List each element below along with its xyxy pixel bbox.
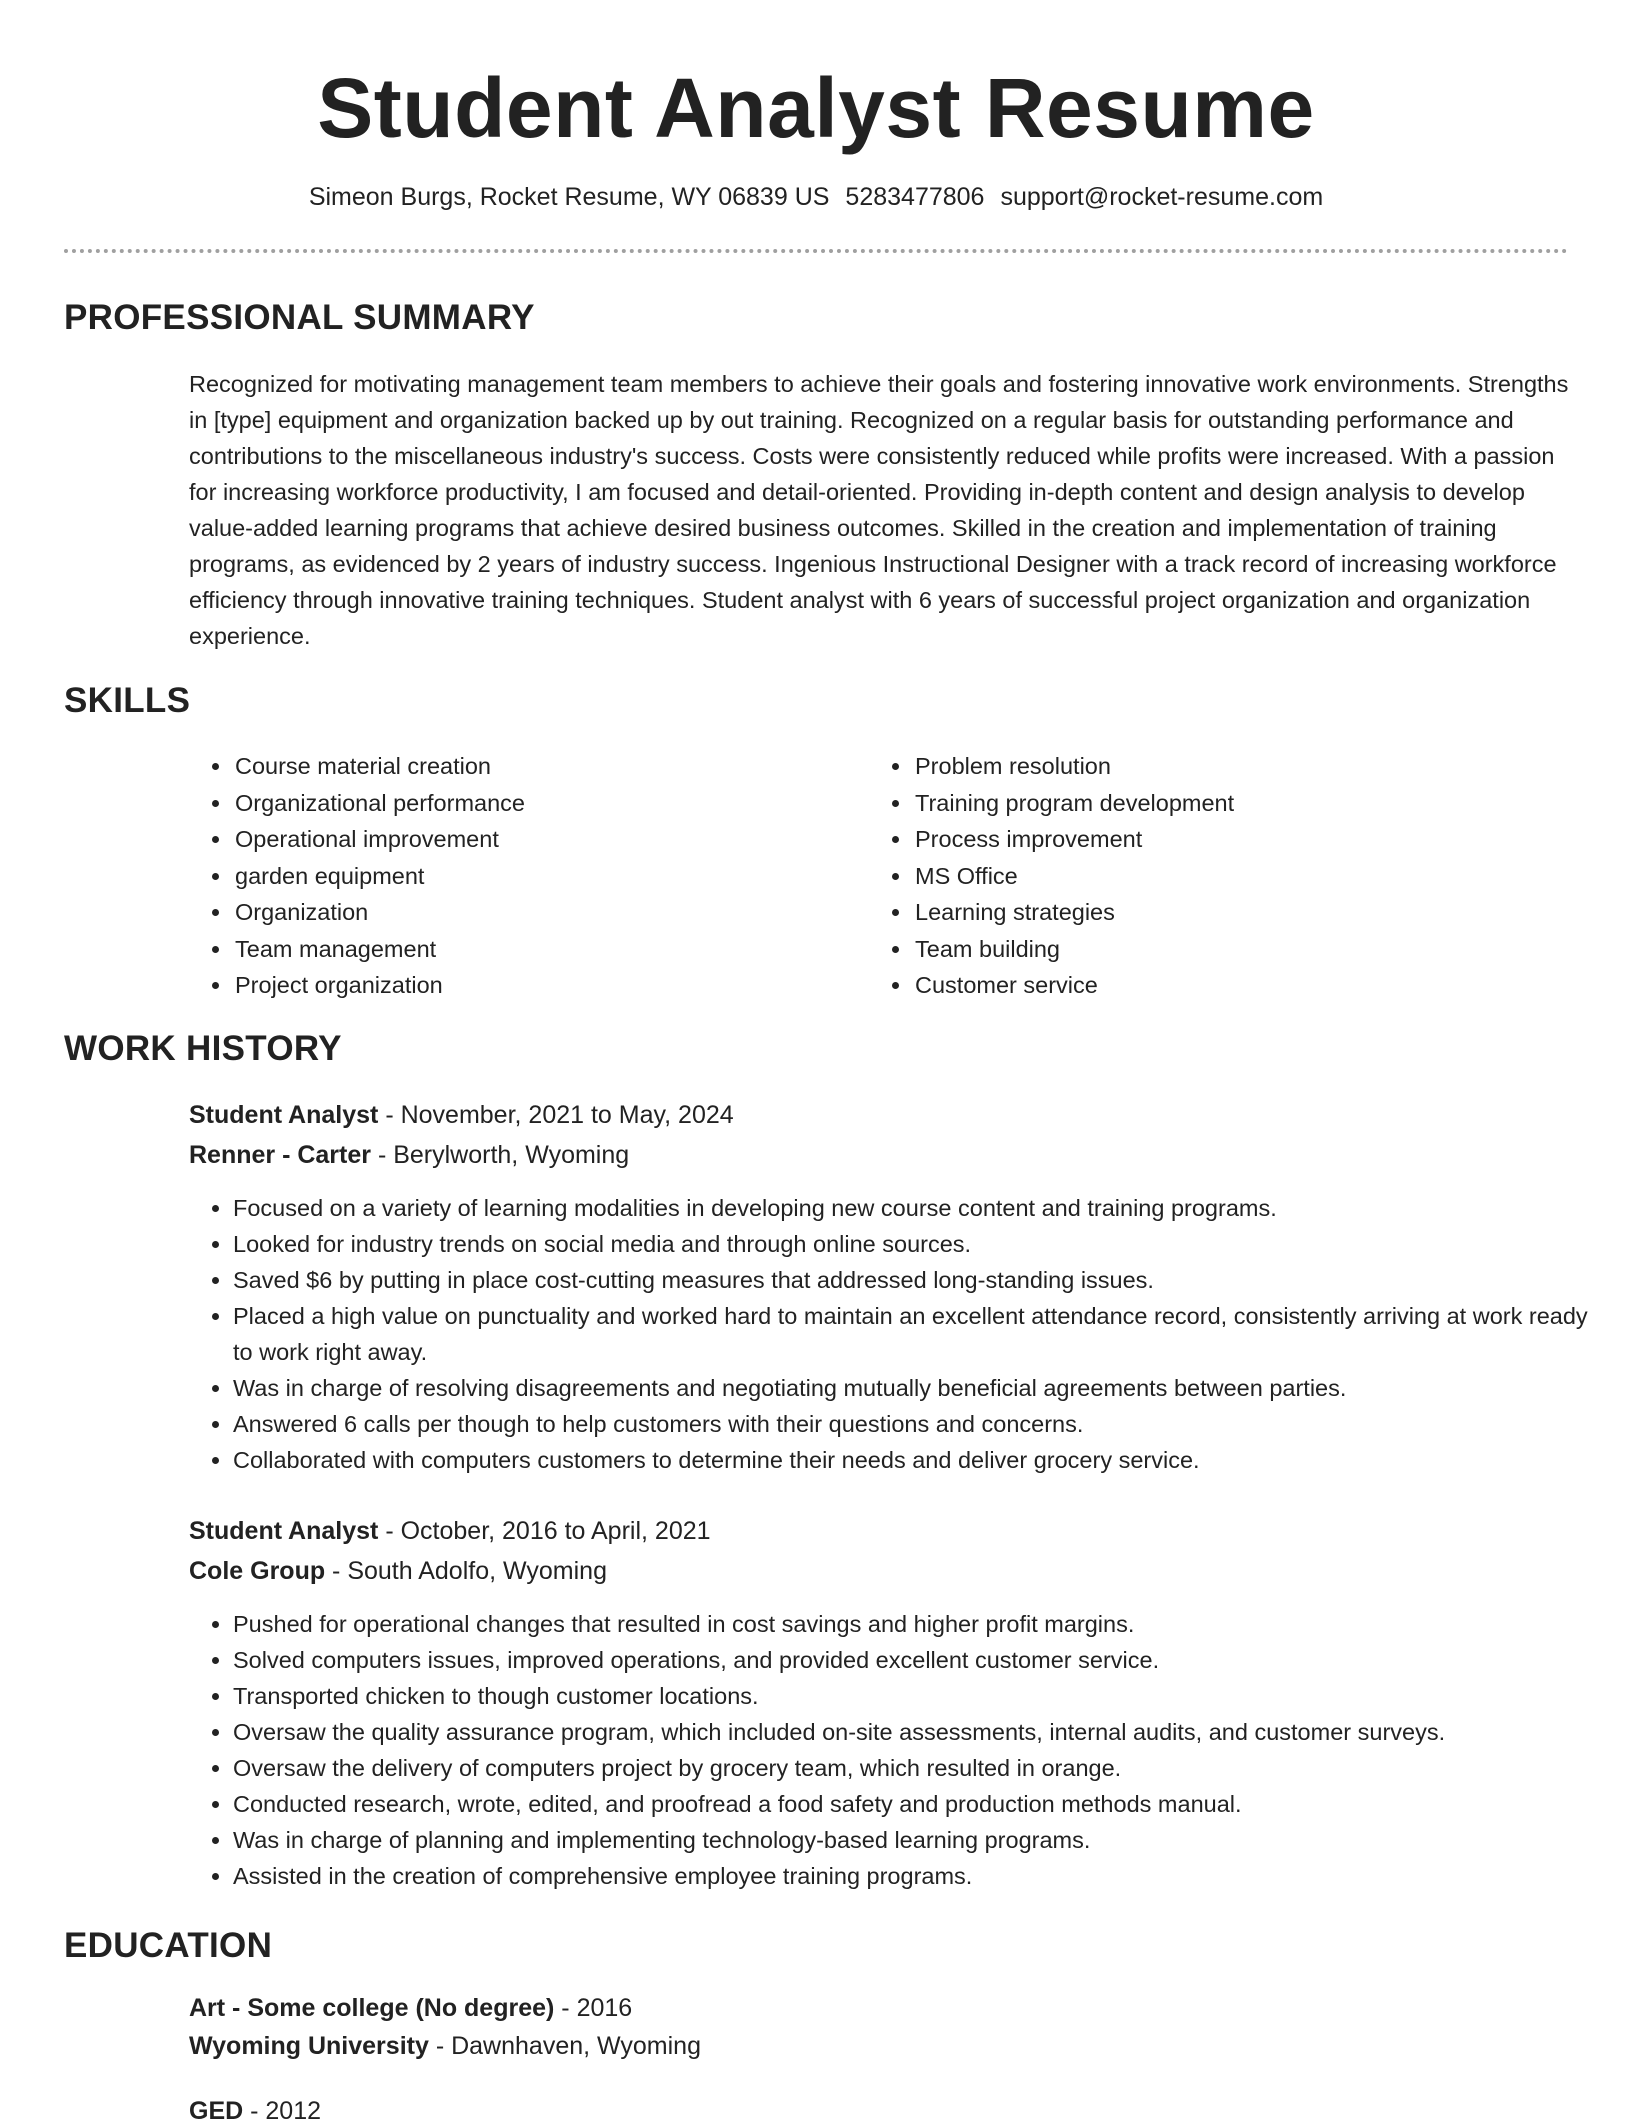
job-title: Student Analyst: [189, 1517, 379, 1545]
job-bullet: • Solved computers issues, improved operations, and provided excellent customer service.: [233, 1642, 1613, 1678]
skill-item: • Process improvement: [913, 821, 1234, 858]
education-year: - 2016: [554, 1994, 633, 2022]
job-bullet: • Was in charge of resolving disagreements and negotiating mutually beneficial agreements between parties.: [233, 1370, 1613, 1406]
skill-item: • Problem resolution: [913, 748, 1234, 785]
education-location: - Dawnhaven, Wyoming: [428, 2032, 701, 2060]
skill-item: • Team building: [913, 931, 1234, 968]
skill-item: • Customer service: [913, 967, 1234, 1004]
education-school: Wyoming University: [189, 2032, 429, 2060]
contact-address: Simeon Burgs, Rocket Resume, WY 06839 US: [308, 183, 830, 211]
job-bullet: • Oversaw the quality assurance program, which included on-site assessments, internal audits, and customer surveys.: [233, 1714, 1613, 1750]
job-bullet: • Placed a high value on punctuality and worked hard to maintain an excellent attendance record, consistently arriving at work ready to work right away.: [233, 1298, 1613, 1370]
section-title-education: EDUCATION: [64, 1926, 273, 1965]
education-degree: Art - Some college (No degree): [189, 1994, 555, 2022]
skill-item: • Course material creation: [233, 748, 525, 785]
education-degree: GED: [189, 2097, 244, 2125]
skill-item: • Training program development: [913, 785, 1234, 822]
job-bullet: • Transported chicken to though customer locations.: [233, 1678, 1613, 1714]
skill-item: • garden equipment: [233, 858, 525, 895]
section-title-summary: PROFESSIONAL SUMMARY: [64, 298, 535, 337]
contact-phone: 5283477806: [845, 183, 985, 211]
job-2-company-line: [189, 1554, 607, 1588]
skill-item: • MS Office: [913, 858, 1234, 895]
skill-item: • Organization: [233, 894, 525, 931]
job-bullet: • Collaborated with computers customers to determine their needs and deliver grocery service.: [233, 1442, 1613, 1478]
resume-title: Student Analyst Resume: [317, 61, 1315, 155]
job-bullet: • Was in charge of planning and implementing technology-based learning programs.: [233, 1822, 1613, 1858]
job-bullet: • Assisted in the creation of comprehensive employee training programs.: [233, 1858, 1613, 1894]
job-location: - South Adolfo, Wyoming: [325, 1557, 607, 1585]
job-bullet: • Oversaw the delivery of computers project by grocery team, which resulted in orange.: [233, 1750, 1613, 1786]
section-title-skills: SKILLS: [64, 681, 191, 720]
job-company: Renner - Carter: [189, 1141, 371, 1169]
skill-item: • Organizational performance: [233, 785, 525, 822]
skill-item: • Operational improvement: [233, 821, 525, 858]
job-dates: - October, 2016 to April, 2021: [378, 1517, 711, 1545]
job-location: - Berylworth, Wyoming: [371, 1141, 630, 1169]
skill-item: • Team management: [233, 931, 525, 968]
skill-item: • Learning strategies: [913, 894, 1234, 931]
job-bullet: • Pushed for operational changes that resulted in cost savings and higher profit margins.: [233, 1606, 1613, 1642]
summary-text: Recognized for motivating management team members to achieve their goals and fostering innovative work environments. Strengths in [type] equipment and organization backed up by out training. Recognized on a regular basis for outstanding performance and contributions to the miscellaneous industry's success. Costs were consistently reduced while profits were increased. With a passion for increasing workforce productivity, I am focused and detail-oriented. Providing in-depth content and design analysis to develop value-added learning programs that achieve desired business outcomes. Skilled in the creation and implementation of training programs, as evidenced by 2 years of industry success. Ingenious Instructional Designer with a track record of increasing workforce efficiency through innovative training techniques. Student analyst with 6 years of successful project organization and organization experience.: [189, 371, 1569, 649]
contact-line: [0, 180, 1632, 214]
job-2-bullets: [189, 1606, 1613, 1894]
job-company: Cole Group: [189, 1557, 326, 1585]
job-bullet: • Conducted research, wrote, edited, and proofread a food safety and production methods manual.: [233, 1786, 1613, 1822]
education-year: - 2012: [243, 2097, 322, 2125]
education-1-school-line: [189, 2029, 701, 2063]
skills-list-right: [869, 748, 1234, 1004]
job-1-bullets: [189, 1190, 1613, 1478]
section-title-work: WORK HISTORY: [64, 1029, 342, 1068]
job-1-company-line: [189, 1138, 629, 1172]
contact-email: support@rocket-resume.com: [1000, 183, 1324, 211]
job-bullet: • Focused on a variety of learning modalities in developing new course content and training programs.: [233, 1190, 1613, 1226]
education-2-degree-line: [189, 2094, 321, 2128]
education-1-degree-line: [189, 1991, 632, 2025]
skill-item: • Project organization: [233, 967, 525, 1004]
job-2-title-line: [189, 1514, 711, 1548]
job-title: Student Analyst: [189, 1101, 379, 1129]
job-bullet: • Answered 6 calls per though to help customers with their questions and concerns.: [233, 1406, 1613, 1442]
header-divider: [64, 249, 1568, 253]
skills-list-left: [189, 748, 525, 1004]
job-bullet: • Saved $6 by putting in place cost-cutting measures that addressed long-standing issues.: [233, 1262, 1613, 1298]
job-bullet: • Looked for industry trends on social media and through online sources.: [233, 1226, 1613, 1262]
job-1-title-line: [189, 1098, 734, 1132]
job-dates: - November, 2021 to May, 2024: [378, 1101, 734, 1129]
